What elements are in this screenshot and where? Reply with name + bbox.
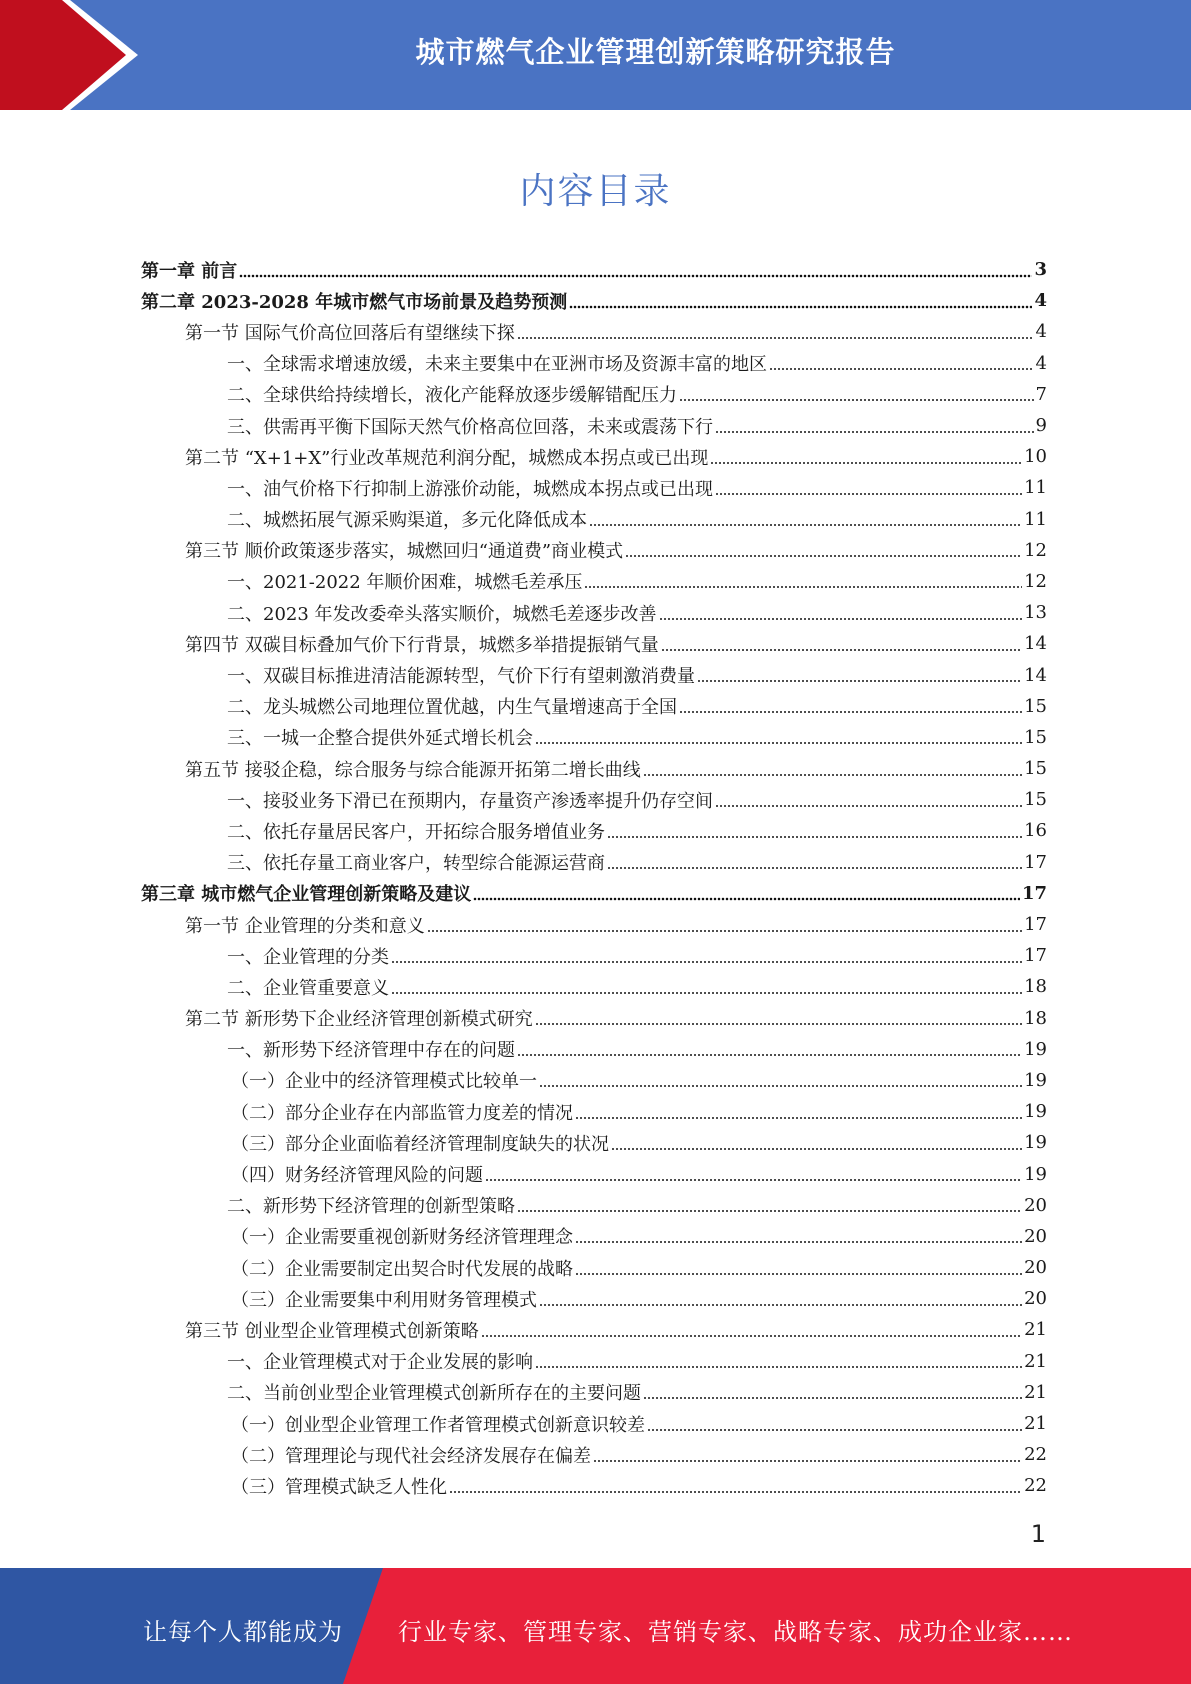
toc-entry-page: 4 <box>1035 321 1047 343</box>
toc-entry-page: 15 <box>1024 695 1047 717</box>
toc-entry-text: 第三节 创业型企业管理模式创新策略 <box>185 1320 479 1342</box>
toc-entry-page: 4 <box>1035 352 1047 374</box>
toc-entry-text: 三、依托存量工商业客户，转型综合能源运营商 <box>227 853 605 875</box>
toc-entry-page: 18 <box>1024 976 1047 998</box>
toc-dot-leader <box>647 1428 1022 1432</box>
toc-entry[interactable] <box>141 909 1047 940</box>
toc-entry-text: 第五节 接驳企稳，综合服务与综合能源开拓第二增长曲线 <box>185 759 641 781</box>
toc-entry[interactable] <box>141 1127 1047 1158</box>
toc-entry-page: 15 <box>1024 789 1047 811</box>
toc-entry-text: 一、2021-2022 年顺价困难，城燃毛差承压 <box>227 572 583 594</box>
footer-left-text: 让每个人都能成为 <box>143 1618 343 1646</box>
toc-entry-page: 12 <box>1024 570 1047 592</box>
toc-entry-text: 第一章 前言 <box>141 260 238 282</box>
toc-dot-leader <box>535 741 1022 745</box>
toc-dot-leader <box>535 1365 1022 1369</box>
toc-entry[interactable] <box>141 1408 1047 1439</box>
toc-dot-leader <box>449 1490 1022 1494</box>
toc-dot-leader <box>539 1084 1022 1088</box>
toc-dot-leader <box>715 430 1034 434</box>
toc-entry[interactable] <box>141 379 1047 410</box>
toc-entry-text: （三）企业需要集中利用财务管理模式 <box>231 1289 537 1311</box>
toc-entry[interactable] <box>141 566 1047 597</box>
toc-entry[interactable] <box>141 1252 1047 1283</box>
toc-entry[interactable] <box>141 878 1047 909</box>
toc-entry-page: 19 <box>1024 1132 1047 1154</box>
toc-entry-text: 一、新形势下经济管理中存在的问题 <box>227 1040 515 1062</box>
toc-entry-text: 一、企业管理的分类 <box>227 946 389 968</box>
toc-dot-leader <box>485 1178 1022 1182</box>
toc-dot-leader <box>607 835 1022 839</box>
toc-entry-page: 14 <box>1024 633 1047 655</box>
toc-entry[interactable] <box>141 1003 1047 1034</box>
toc-dot-leader <box>679 398 1034 402</box>
toc-entry-page: 15 <box>1024 726 1047 748</box>
toc-entry-page: 9 <box>1035 415 1047 437</box>
toc-entry[interactable] <box>141 847 1047 878</box>
toc-dot-leader <box>481 1334 1022 1338</box>
toc-entry[interactable] <box>141 815 1047 846</box>
toc-entry-page: 22 <box>1024 1475 1047 1497</box>
toc-entry[interactable] <box>141 597 1047 628</box>
toc-entry[interactable] <box>141 1034 1047 1065</box>
toc-dot-leader <box>539 1303 1022 1307</box>
toc-entry[interactable] <box>141 1346 1047 1377</box>
toc-entry-text: 第三章 城市燃气企业管理创新策略及建议 <box>141 884 472 906</box>
toc-entry-page: 14 <box>1024 664 1047 686</box>
toc-entry[interactable] <box>141 441 1047 472</box>
toc-entry-text: 三、一城一企整合提供外延式增长机会 <box>227 728 533 750</box>
table-of-contents <box>141 254 1047 1502</box>
toc-entry-page: 21 <box>1024 1413 1047 1435</box>
toc-dot-leader <box>391 991 1022 995</box>
toc-entry[interactable] <box>141 316 1047 347</box>
toc-entry-page: 18 <box>1024 1007 1047 1029</box>
toc-entry-text: 二、依托存量居民客户，开拓综合服务增值业务 <box>227 821 605 843</box>
toc-entry-text: 二、新形势下经济管理的创新型策略 <box>227 1196 515 1218</box>
toc-entry-text: 二、全球供给持续增长，液化产能释放逐步缓解错配压力 <box>227 385 677 407</box>
toc-entry-text: 第三节 顺价政策逐步落实，城燃回归“通道费”商业模式 <box>185 541 624 563</box>
toc-entry-text: 一、双碳目标推进清洁能源转型，气价下行有望刺激消费量 <box>227 666 695 688</box>
toc-title: 内容目录 <box>519 171 672 212</box>
toc-entry-page: 20 <box>1024 1257 1047 1279</box>
toc-entry-page: 15 <box>1024 758 1047 780</box>
toc-entry[interactable] <box>141 1158 1047 1189</box>
toc-entry-text: 二、企业管重要意义 <box>227 977 389 999</box>
toc-entry-text: 三、供需再平衡下国际天然气价格高位回落，未来或震荡下行 <box>227 416 713 438</box>
toc-entry[interactable] <box>141 410 1047 441</box>
toc-dot-leader <box>715 492 1022 496</box>
toc-entry-text: 二、2023 年发改委牵头落实顺价，城燃毛差逐步改善 <box>227 603 657 625</box>
toc-dot-leader <box>643 1396 1022 1400</box>
toc-entry[interactable] <box>141 628 1047 659</box>
toc-entry-text: （一）企业需要重视创新财务经济管理理念 <box>231 1227 573 1249</box>
toc-entry-page: 22 <box>1024 1444 1047 1466</box>
toc-entry-text: 第一节 企业管理的分类和意义 <box>185 915 425 937</box>
toc-entry[interactable] <box>141 1096 1047 1127</box>
toc-dot-leader <box>769 367 1034 371</box>
toc-entry-page: 4 <box>1034 290 1047 312</box>
toc-entry-text: 第二章 2023-2028 年城市燃气市场前景及趋势预测 <box>141 291 568 313</box>
toc-entry-text: 第二节 “X+1+X”行业改革规范利润分配，城燃成本拐点或已出现 <box>185 447 709 469</box>
toc-dot-leader <box>535 1022 1022 1026</box>
toc-entry[interactable] <box>141 535 1047 566</box>
toc-entry-page: 11 <box>1024 477 1047 499</box>
toc-dot-leader <box>593 1459 1022 1463</box>
toc-entry-page: 10 <box>1024 446 1047 468</box>
footer-right-text: 行业专家、管理专家、营销专家、战略专家、成功企业家…… <box>398 1618 1073 1646</box>
toc-entry-text: （三）管理模式缺乏人性化 <box>231 1476 447 1498</box>
toc-entry[interactable] <box>141 1377 1047 1408</box>
toc-entry[interactable] <box>141 1314 1047 1345</box>
toc-entry-text: （二）管理理论与现代社会经济发展存在偏差 <box>231 1445 591 1467</box>
toc-entry[interactable] <box>141 691 1047 722</box>
toc-dot-leader <box>391 960 1022 964</box>
toc-entry-page: 13 <box>1024 602 1047 624</box>
toc-dot-leader <box>589 523 1022 527</box>
toc-entry-text: 一、企业管理模式对于企业发展的影响 <box>227 1352 533 1374</box>
toc-entry[interactable] <box>141 472 1047 503</box>
toc-dot-leader <box>517 1053 1022 1057</box>
toc-dot-leader <box>473 897 1020 901</box>
toc-entry-page: 20 <box>1024 1194 1047 1216</box>
toc-entry-text: 二、龙头城燃公司地理位置优越，内生气量增速高于全国 <box>227 697 677 719</box>
toc-entry-text: 第四节 双碳目标叠加气价下行背景，城燃多举措提振销气量 <box>185 634 659 656</box>
toc-entry-page: 19 <box>1024 1101 1047 1123</box>
page-footer <box>0 1568 1191 1684</box>
toc-entry-text: 一、全球需求增速放缓，未来主要集中在亚洲市场及资源丰富的地区 <box>227 354 767 376</box>
toc-dot-leader <box>697 679 1022 683</box>
toc-dot-leader <box>607 866 1022 870</box>
toc-entry-page: 3 <box>1034 259 1047 281</box>
toc-entry-text: （一）创业型企业管理工作者管理模式创新意识较差 <box>231 1414 645 1436</box>
toc-dot-leader <box>625 554 1022 558</box>
toc-entry-page: 17 <box>1024 914 1047 936</box>
toc-entry[interactable] <box>141 753 1047 784</box>
toc-dot-leader <box>427 929 1022 933</box>
toc-dot-leader <box>569 305 1032 309</box>
toc-entry[interactable] <box>141 1221 1047 1252</box>
toc-entry-page: 21 <box>1024 1319 1047 1341</box>
toc-entry-page: 12 <box>1024 539 1047 561</box>
toc-dot-leader <box>517 336 1034 340</box>
toc-entry-page: 17 <box>1024 945 1047 967</box>
toc-entry[interactable] <box>141 1065 1047 1096</box>
toc-entry-page: 21 <box>1024 1381 1047 1403</box>
toc-entry-page: 20 <box>1024 1225 1047 1247</box>
toc-entry[interactable] <box>141 1283 1047 1314</box>
toc-entry-text: （二）部分企业存在内部监管力度差的情况 <box>231 1102 573 1124</box>
toc-entry[interactable] <box>141 1190 1047 1221</box>
toc-entry-page: 21 <box>1024 1350 1047 1372</box>
toc-entry-page: 19 <box>1024 1163 1047 1185</box>
toc-entry-text: 一、油气价格下行抑制上游涨价动能，城燃成本拐点或已出现 <box>227 478 713 500</box>
toc-entry-page: 7 <box>1035 383 1047 405</box>
toc-dot-leader <box>239 274 1032 278</box>
toc-dot-leader <box>517 1209 1022 1213</box>
toc-entry-page: 19 <box>1024 1069 1047 1091</box>
toc-entry[interactable] <box>141 285 1047 316</box>
toc-dot-leader <box>575 1240 1022 1244</box>
toc-entry-page: 16 <box>1024 820 1047 842</box>
toc-dot-leader <box>575 1272 1022 1276</box>
toc-dot-leader <box>679 710 1022 714</box>
toc-entry-text: 一、接驳业务下滑已在预期内，存量资产渗透率提升仍存空间 <box>227 790 713 812</box>
toc-entry-text: 二、当前创业型企业管理模式创新所存在的主要问题 <box>227 1383 641 1405</box>
toc-dot-leader <box>659 617 1023 621</box>
toc-dot-leader <box>710 461 1022 465</box>
toc-entry[interactable] <box>141 971 1047 1002</box>
toc-entry-page: 17 <box>1021 882 1047 904</box>
toc-entry[interactable] <box>141 1470 1047 1501</box>
toc-entry-text: （一）企业中的经济管理模式比较单一 <box>231 1071 537 1093</box>
toc-entry[interactable] <box>141 254 1047 285</box>
toc-entry-page: 11 <box>1024 508 1047 530</box>
toc-dot-leader <box>575 1116 1022 1120</box>
toc-entry[interactable] <box>141 659 1047 690</box>
toc-entry[interactable] <box>141 504 1047 535</box>
toc-entry-text: 第一节 国际气价高位回落后有望继续下探 <box>185 322 515 344</box>
toc-entry-text: （二）企业需要制定出契合时代发展的战略 <box>231 1258 573 1280</box>
toc-dot-leader <box>611 1147 1022 1151</box>
toc-entry-page: 17 <box>1024 851 1047 873</box>
toc-entry-text: 二、城燃拓展气源采购渠道，多元化降低成本 <box>227 510 587 532</box>
toc-entry-page: 20 <box>1024 1288 1047 1310</box>
header-title: 城市燃气企业管理创新策略研究报告 <box>415 35 896 69</box>
toc-entry[interactable] <box>141 940 1047 971</box>
toc-entry-text: （三）部分企业面临着经济管理制度缺失的状况 <box>231 1133 609 1155</box>
toc-dot-leader <box>661 648 1022 652</box>
toc-dot-leader <box>584 585 1022 589</box>
toc-entry-text: （四）财务经济管理风险的问题 <box>231 1165 483 1187</box>
toc-entry-page: 19 <box>1024 1038 1047 1060</box>
toc-entry[interactable] <box>141 1439 1047 1470</box>
toc-entry[interactable] <box>141 784 1047 815</box>
toc-dot-leader <box>643 773 1022 777</box>
page-header <box>0 0 1191 110</box>
toc-entry[interactable] <box>141 348 1047 379</box>
toc-dot-leader <box>715 804 1022 808</box>
toc-entry[interactable] <box>141 722 1047 753</box>
page-number: 1 <box>1030 1520 1046 1548</box>
toc-entry-text: 第二节 新形势下企业经济管理创新模式研究 <box>185 1009 533 1031</box>
